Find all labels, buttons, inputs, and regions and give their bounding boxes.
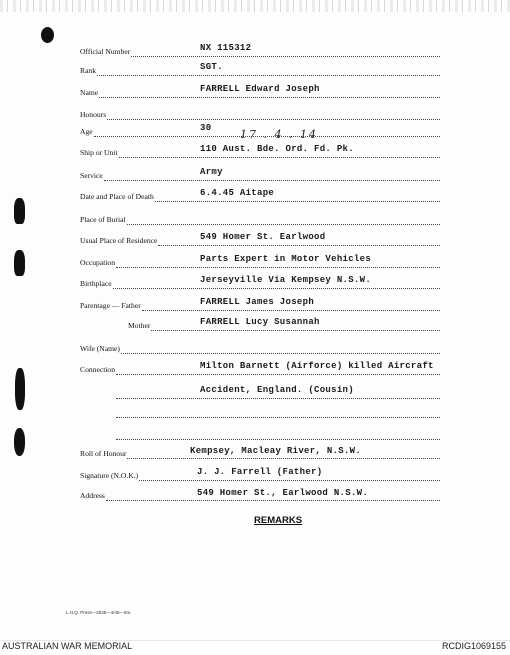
field-line xyxy=(106,500,440,501)
field-line xyxy=(104,180,440,181)
field-label: Birthplace xyxy=(80,279,112,288)
field-line xyxy=(99,97,440,98)
field-line xyxy=(116,374,440,375)
field-value: SGT. xyxy=(200,62,223,72)
field-label: Occupation xyxy=(80,258,116,267)
handwritten-birthdate: 17 . 4 . 14 xyxy=(240,128,318,141)
field-line xyxy=(116,439,440,440)
field-value: FARRELL James Joseph xyxy=(200,297,315,307)
field-value: Kempsey, Macleay River, N.S.W. xyxy=(190,446,362,456)
field-label: Official Number xyxy=(80,47,131,56)
field-line xyxy=(97,75,440,76)
field-line xyxy=(127,224,440,225)
punch-hole xyxy=(14,250,25,276)
field-line xyxy=(113,288,440,289)
field-value: Jerseyville Via Kempsey N.S.W. xyxy=(200,275,372,285)
punch-hole xyxy=(14,198,25,224)
field-label: Place of Burial xyxy=(80,215,126,224)
field-value: J. J. Farrell (Father) xyxy=(197,467,323,477)
field-value: 549 Homer St. Earlwood xyxy=(200,232,326,242)
field-line xyxy=(158,245,440,246)
field-value: Parts Expert in Motor Vehicles xyxy=(200,254,372,264)
field-label: Service xyxy=(80,171,103,180)
field-value: Army xyxy=(200,167,223,177)
field-value: 30 xyxy=(200,123,212,133)
field-line xyxy=(131,56,440,57)
field-label: Honours xyxy=(80,110,107,119)
field-label: Parentage — Father xyxy=(80,301,141,310)
print-note: L.H.Q. Press—2535—4/45—5m. xyxy=(66,610,132,615)
field-line xyxy=(127,458,440,459)
field-label: Usual Place of Residence xyxy=(80,236,158,245)
field-label: Address xyxy=(80,491,105,500)
field-line xyxy=(107,119,440,120)
field-value: Milton Barnett (Airforce) killed Aircraft xyxy=(200,361,434,371)
field-line xyxy=(116,267,440,268)
field-value: 6.4.45 Aitape xyxy=(200,188,275,198)
field-line xyxy=(121,353,440,354)
footer-record-id: RCDIG1069155 xyxy=(441,641,506,651)
field-value: FARRELL Edward Joseph xyxy=(200,84,320,94)
field-line xyxy=(151,330,440,331)
field-line xyxy=(116,417,440,418)
remarks-heading: REMARKS xyxy=(254,515,303,526)
punch-hole xyxy=(14,428,25,456)
field-value: FARRELL Lucy Susannah xyxy=(200,317,320,327)
scan-edge xyxy=(0,0,510,12)
punch-hole xyxy=(41,27,54,43)
field-value: 110 Aust. Bde. Ord. Fd. Pk. xyxy=(200,144,354,154)
field-label: Ship or Unit xyxy=(80,148,118,157)
field-line xyxy=(142,310,440,311)
field-label: Name xyxy=(80,88,99,97)
field-label: Age xyxy=(80,127,93,136)
field-value: 549 Homer St., Earlwood N.S.W. xyxy=(197,488,369,498)
field-label: Signature (N.O.K.) xyxy=(80,471,139,480)
field-value: Accident, England. (Cousin) xyxy=(200,385,354,395)
field-line xyxy=(139,480,440,481)
field-label: Date and Place of Death xyxy=(80,192,154,201)
field-label: Rank xyxy=(80,66,97,75)
field-value: NX 115312 xyxy=(200,43,252,53)
field-line xyxy=(116,398,440,399)
field-label: Roll of Honour xyxy=(80,449,127,458)
field-label: Connection xyxy=(80,365,116,374)
punch-hole xyxy=(15,368,25,410)
field-line xyxy=(119,157,440,158)
footer-source: AUSTRALIAN WAR MEMORIAL xyxy=(2,641,133,651)
field-label: Wife (Name) xyxy=(80,344,120,353)
field-line xyxy=(155,201,440,202)
field-label: Mother xyxy=(128,321,151,330)
